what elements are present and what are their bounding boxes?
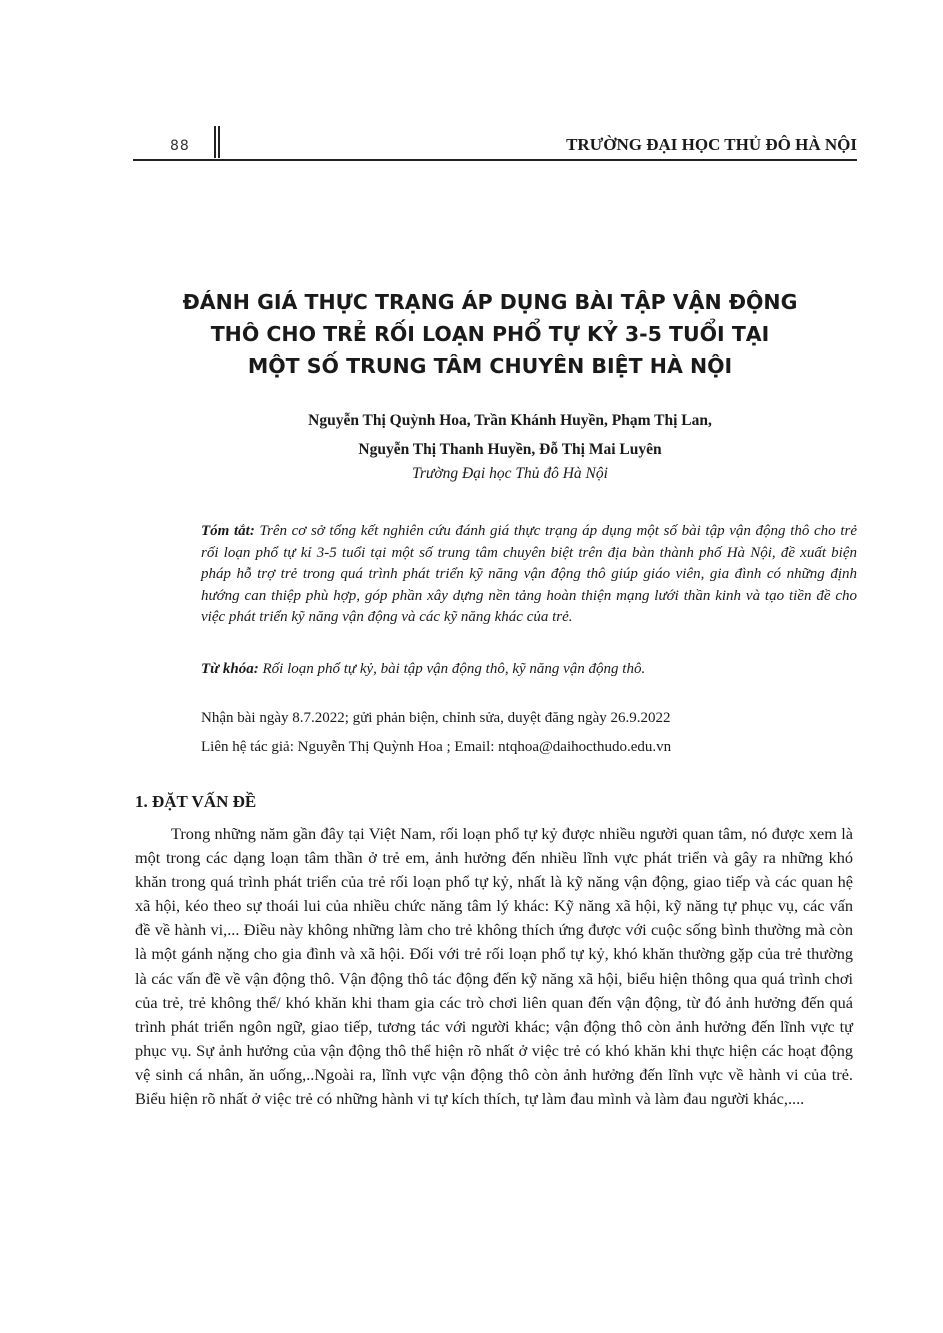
keywords-label: Từ khóa: [201, 661, 259, 677]
title-line-1: ĐÁNH GIÁ THỰC TRẠNG ÁP DỤNG BÀI TẬP VẬN ĐỘNG [182, 290, 798, 314]
affiliation: Trường Đại học Thủ đô Hà Nội [412, 465, 608, 482]
contact-author: Liên hệ tác giả: Nguyễn Thị Quỳnh Hoa ; Email: ntqhoa@daihocthudo.edu.vn [201, 739, 672, 755]
article-title [150, 286, 830, 382]
author-list-continued [130, 435, 890, 464]
abstract [201, 521, 857, 629]
title-line-3: MỘT SỐ TRUNG TÂM CHUYÊN BIỆT HÀ NỘI [247, 354, 733, 378]
authors-line-1: Nguyễn Thị Quỳnh Hoa, Trần Khánh Huyền, Phạm Thị Lan, [308, 412, 712, 429]
header-rule [133, 159, 857, 161]
section-body [135, 822, 853, 1111]
body-paragraph: Trong những năm gần đây tại Việt Nam, rối loạn phổ tự kỷ được nhiều người quan tâm, nó được xem là một trong các dạng loạn tâm thần ở trẻ em, ảnh hưởng đến nhiều lĩnh vực phát triển và gây ra những khó khăn trong quá trình phát triển của trẻ rối loạn phổ tự kỷ, nhất là kỹ năng vận động, giao tiếp và các quan hệ xã hội, kéo theo sự thoái lui của nhiều chức năng tâm lý khác: Kỹ năng xã hội, kỹ năng tự phục vụ, các vấn đề về hành vi,... Điều này không những làm cho trẻ không thích ứng được với cuộc sống bình thường mà còn là một gánh nặng cho gia đình và xã hội. Đối với trẻ rối loạn phổ tự kỷ, khó khăn thường gặp của trẻ thường là các vấn đề về vận động thô. Vận động thô tác động đến kỹ năng xã hội, biểu hiện thông qua quá trình chơi của trẻ, trẻ không thể/ khó khăn khi tham gia các trò chơi liên quan đến vận động, từ đó ảnh hưởng đến quá trình phát triển ngôn ngữ, giao tiếp, tương tác với người khác; vận động thô còn ảnh hưởng đến lĩnh vực tự phục vụ. Sự ảnh hưởng của vận động thô thể hiện rõ nhất ở việc trẻ có khó khăn khi thực hiện các hoạt động vệ sinh cá nhân, ăn uống,..Ngoài ra, lĩnh vực vận động thô còn ảnh hưởng đến lĩnh vực về hành vi của trẻ. Biểu hiện rõ nhất ở việc trẻ có những hành vi tự kích thích, tự làm đau mình và làm đau người khác,.... [135, 824, 853, 1109]
keywords-text: Rối loạn phổ tự kỷ, bài tập vận động thô, kỹ năng vận động thô. [258, 661, 646, 677]
article-meta [201, 704, 857, 762]
journal-name: TRƯỜNG ĐẠI HỌC THỦ ĐÔ HÀ NỘI [566, 135, 857, 154]
page-number: 88 [170, 138, 190, 154]
author-list [130, 406, 890, 435]
authors-line-2: Nguyễn Thị Thanh Huyền, Đỗ Thị Mai Luyên [358, 441, 662, 458]
abstract-text: Trên cơ sở tổng kết nghiên cứu đánh giá thực trạng áp dụng một số bài tập vận động thô cho trẻ rối loạn phổ tự kỉ 3-5 tuổi tại một số trung tâm chuyên biệt trên địa bàn thành phố Hà Nội, đề xuất biện pháp hỗ trợ trẻ trong quá trình phát triển kỹ năng vận động thô giúp giáo viên, gia đình có những định hướng can thiệp phù hợp, góp phần xây dựng nền tảng hoàn thiện mạng lưới thần kinh và tạo tiền đề cho việc phát triển kỹ năng vận động và các kỹ năng khác của trẻ. [201, 523, 857, 625]
section-heading: 1. ĐẶT VẤN ĐỀ [135, 792, 257, 811]
received-dates: Nhận bài ngày 8.7.2022; gửi phản biện, chỉnh sửa, duyệt đăng ngày 26.9.2022 [201, 710, 671, 726]
header-double-bar [214, 126, 220, 158]
abstract-label: Tóm tắt: [201, 523, 255, 539]
title-line-2: THÔ CHO TRẺ RỐI LOẠN PHỔ TỰ KỶ 3-5 TUỔI TẠI [210, 322, 770, 346]
page-header [133, 126, 857, 160]
keywords [201, 659, 857, 680]
